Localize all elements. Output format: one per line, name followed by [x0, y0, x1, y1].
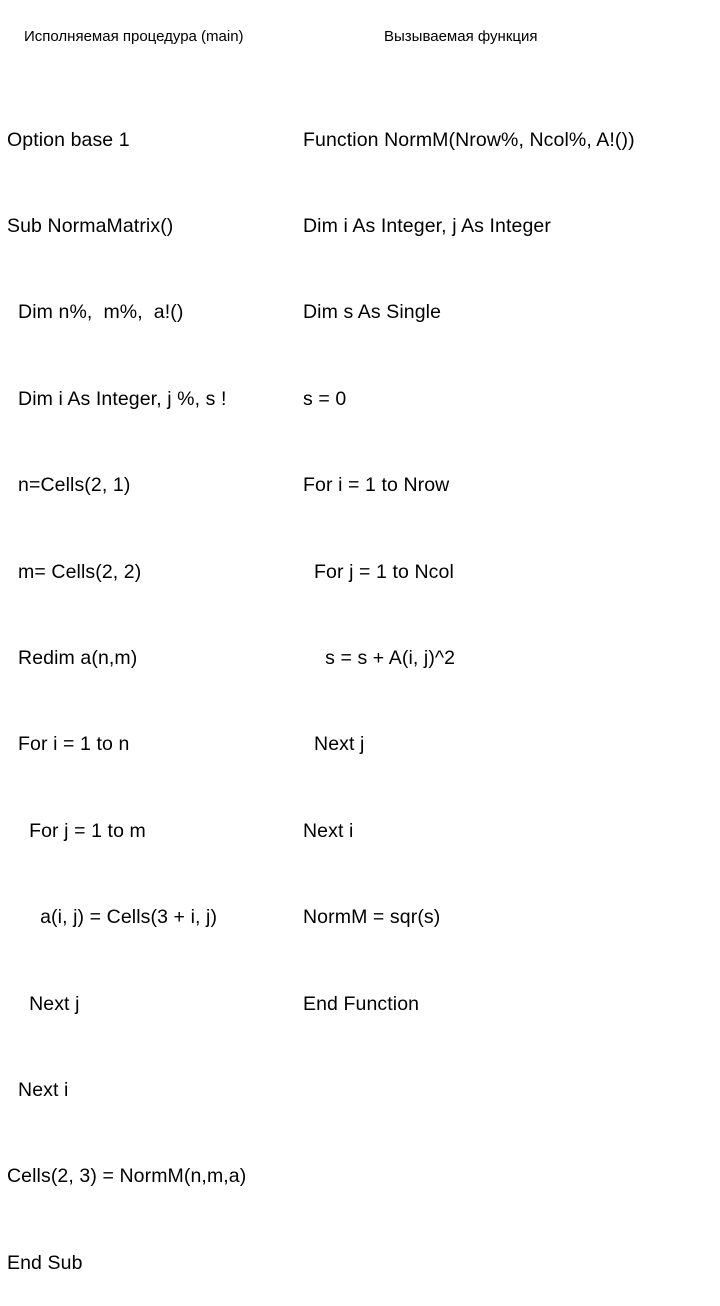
called-function-heading: Вызываемая функция: [384, 28, 538, 45]
code-line: Redim a(n,m): [7, 646, 138, 669]
code-line: NormM = sqr(s): [303, 906, 441, 929]
code-line: Dim n%, m%, a!(): [7, 301, 184, 324]
code-line: End Sub: [7, 1251, 83, 1274]
code-line: Next j: [7, 992, 80, 1015]
code-line: For j = 1 to m: [7, 819, 146, 842]
code-line: Dim i As Integer, j As Integer: [303, 214, 551, 237]
main-procedure-heading: Исполняемая процедура (main): [24, 28, 244, 45]
called-function-code: [303, 68, 635, 1047]
code-line: For i = 1 to Nrow: [303, 474, 450, 497]
code-line: a(i, j) = Cells(3 + i, j): [7, 906, 218, 929]
code-line: For i = 1 to n: [7, 733, 130, 756]
code-line: s = 0: [303, 387, 347, 410]
code-line: s = s + A(i, j)^2: [303, 646, 456, 669]
code-line: Dim s As Single: [303, 301, 442, 324]
code-line: m= Cells(2, 2): [7, 560, 142, 583]
code-line: Sub NormaMatrix(): [7, 214, 174, 237]
code-line: Next i: [303, 819, 354, 842]
code-line: Cells(2, 3) = NormM(n,m,a): [7, 1165, 247, 1188]
main-procedure-code: [7, 68, 246, 1306]
code-line: For j = 1 to Ncol: [303, 560, 454, 583]
code-line: n=Cells(2, 1): [7, 474, 131, 497]
code-line: Next j: [303, 733, 365, 756]
code-line: Option base 1: [7, 128, 130, 151]
code-line: End Function: [303, 992, 420, 1015]
code-line: Dim i As Integer, j %, s !: [7, 387, 227, 410]
code-line: Next i: [7, 1078, 69, 1101]
code-line: Function NormM(Nrow%, Ncol%, A!()): [303, 128, 635, 151]
